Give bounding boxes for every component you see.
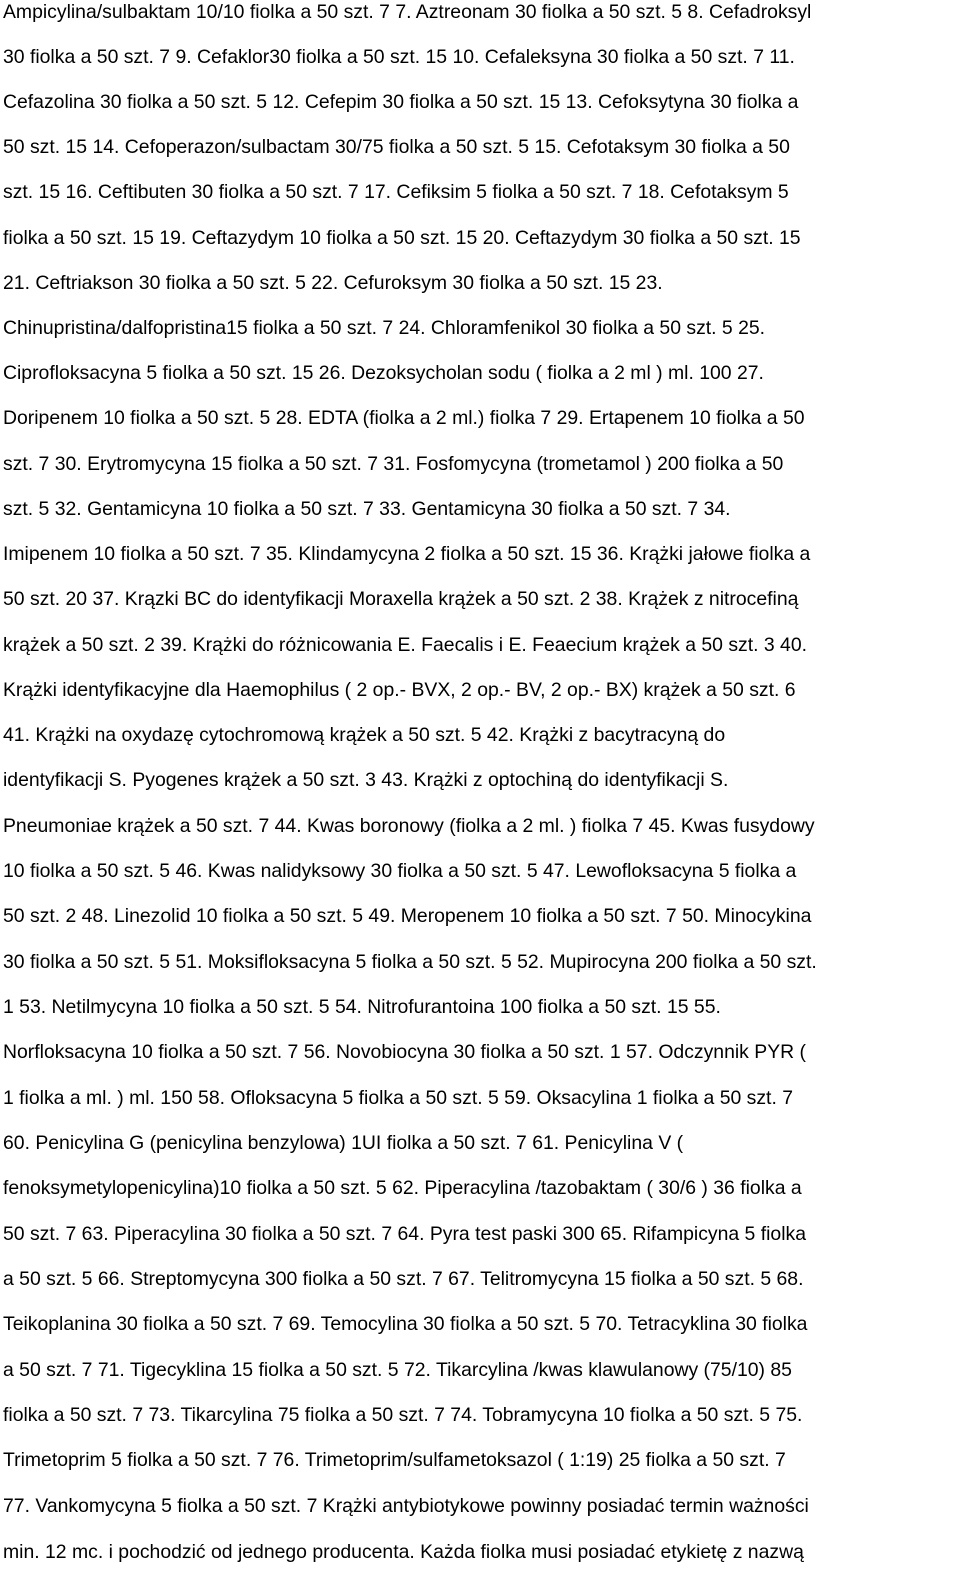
- text-line: 21. Ceftriakson 30 fiolka a 50 szt. 5 22. Cefuroksym 30 fiolka a 50 szt. 15 23.: [3, 272, 663, 294]
- text-line: 30 fiolka a 50 szt. 5 51. Moksifloksacyna 5 fiolka a 50 szt. 5 52. Mupirocyna 200 fiolka a 50 szt.: [3, 951, 817, 973]
- text-line: szt. 5 32. Gentamicyna 10 fiolka a 50 szt. 7 33. Gentamicyna 30 fiolka a 50 szt. 7 34.: [3, 498, 731, 520]
- text-line: Doripenem 10 fiolka a 50 szt. 5 28. EDTA (fiolka a 2 ml.) fiolka 7 29. Ertapenem 10 fiolka a 50: [3, 407, 805, 429]
- text-line: 1 fiolka a ml. ) ml. 150 58. Ofloksacyna 5 fiolka a 50 szt. 5 59. Oksacylina 1 fiolka a 50 szt. 7: [3, 1087, 794, 1109]
- text-line: fiolka a 50 szt. 7 73. Tikarcylina 75 fiolka a 50 szt. 7 74. Tobramycyna 10 fiolka a 50 szt. 5 75.: [3, 1404, 803, 1426]
- text-line: a 50 szt. 5 66. Streptomycyna 300 fiolka a 50 szt. 7 67. Telitromycyna 15 fiolka a 50 szt. 5 68.: [3, 1268, 804, 1290]
- text-line: Trimetoprim 5 fiolka a 50 szt. 7 76. Trimetoprim/sulfametoksazol ( 1:19) 25 fiolka a 50 szt. 7: [3, 1449, 786, 1471]
- text-line: Pneumoniae krążek a 50 szt. 7 44. Kwas boronowy (fiolka a 2 ml. ) fiolka 7 45. Kwas fusydowy: [3, 815, 815, 837]
- text-line: krążek a 50 szt. 2 39. Krążki do różnicowania E. Faecalis i E. Feaecium krążek a 50 szt. 3 40.: [3, 634, 808, 656]
- text-line: identyfikacji S. Pyogenes krążek a 50 szt. 3 43. Krążki z optochiną do identyfikacji S.: [3, 769, 729, 791]
- text-line: 50 szt. 7 63. Piperacylina 30 fiolka a 50 szt. 7 64. Pyra test paski 300 65. Rifampicyna 5 fiolka: [3, 1223, 806, 1245]
- text-line: min. 12 mc. i pochodzić od jednego producenta. Każda fiolka musi posiadać etykietę z nazwą: [3, 1541, 804, 1563]
- text-line: szt. 15 16. Ceftibuten 30 fiolka a 50 szt. 7 17. Cefiksim 5 fiolka a 50 szt. 7 18. Cefotaksym 5: [3, 181, 789, 203]
- text-line: Chinupristina/dalfopristina15 fiolka a 50 szt. 7 24. Chloramfenikol 30 fiolka a 50 szt. 5 25.: [3, 317, 766, 339]
- text-line: szt. 7 30. Erytromycyna 15 fiolka a 50 szt. 7 31. Fosfomycyna (trometamol ) 200 fiolka a 50: [3, 453, 784, 475]
- text-line: fiolka a 50 szt. 15 19. Ceftazydym 10 fiolka a 50 szt. 15 20. Ceftazydym 30 fiolka a 50 szt. 15: [3, 227, 801, 249]
- text-line: 30 fiolka a 50 szt. 7 9. Cefaklor30 fiolka a 50 szt. 15 10. Cefaleksyna 30 fiolka a 50 szt. 7 11.: [3, 46, 795, 68]
- text-line: 50 szt. 20 37. Krązki BC do identyfikacji Moraxella krążek a 50 szt. 2 38. Krążek z nitrocefiną: [3, 588, 799, 610]
- text-line: Ampicylina/sulbaktam 10/10 fiolka a 50 szt. 7 7. Aztreonam 30 fiolka a 50 szt. 5 8. Cefadroksyl: [3, 1, 812, 23]
- text-line: fenoksymetylopenicylina)10 fiolka a 50 szt. 5 62. Piperacylina /tazobaktam ( 30/6 ) 36 fiolka a: [3, 1177, 802, 1199]
- text-line: 41. Krążki na oxydazę cytochromową krążek a 50 szt. 5 42. Krążki z bacytracyną do: [3, 724, 726, 746]
- text-line: Teikoplanina 30 fiolka a 50 szt. 7 69. Temocylina 30 fiolka a 50 szt. 5 70. Tetracyklina 30 fiolka: [3, 1313, 808, 1335]
- text-line: 10 fiolka a 50 szt. 5 46. Kwas nalidyksowy 30 fiolka a 50 szt. 5 47. Lewofloksacyna 5 fiolka a: [3, 860, 797, 882]
- text-line: Imipenem 10 fiolka a 50 szt. 7 35. Klindamycyna 2 fiolka a 50 szt. 15 36. Krążki jałowe fiolka a: [3, 543, 811, 565]
- text-line: Krążki identyfikacyjne dla Haemophilus ( 2 op.- BVX, 2 op.- BV, 2 op.- BX) krążek a 50 szt. 6: [3, 679, 796, 701]
- text-line: 1 53. Netilmycyna 10 fiolka a 50 szt. 5 54. Nitrofurantoina 100 fiolka a 50 szt. 15 55.: [3, 996, 721, 1018]
- text-line: 77. Vankomycyna 5 fiolka a 50 szt. 7 Krążki antybiotykowe powinny posiadać termin ważności: [3, 1495, 809, 1517]
- text-line: 50 szt. 2 48. Linezolid 10 fiolka a 50 szt. 5 49. Meropenem 10 fiolka a 50 szt. 7 50. Minocykina: [3, 905, 812, 927]
- text-line: 50 szt. 15 14. Cefoperazon/sulbactam 30/75 fiolka a 50 szt. 5 15. Cefotaksym 30 fiolka a 50: [3, 136, 790, 158]
- text-line: 60. Penicylina G (penicylina benzylowa) 1UI fiolka a 50 szt. 7 61. Penicylina V (: [3, 1132, 684, 1154]
- text-line: Cefazolina 30 fiolka a 50 szt. 5 12. Cefepim 30 fiolka a 50 szt. 15 13. Cefoksytyna 30 fiolka a: [3, 91, 799, 113]
- text-line: Norfloksacyna 10 fiolka a 50 szt. 7 56. Novobiocyna 30 fiolka a 50 szt. 1 57. Odczynnik PYR (: [3, 1041, 806, 1063]
- text-line: Ciprofloksacyna 5 fiolka a 50 szt. 15 26. Dezoksycholan sodu ( fiolka a 2 ml ) ml. 100 27.: [3, 362, 764, 384]
- text-line: a 50 szt. 7 71. Tigecyklina 15 fiolka a 50 szt. 5 72. Tikarcylina /kwas klawulanowy (75/10) 85: [3, 1359, 792, 1381]
